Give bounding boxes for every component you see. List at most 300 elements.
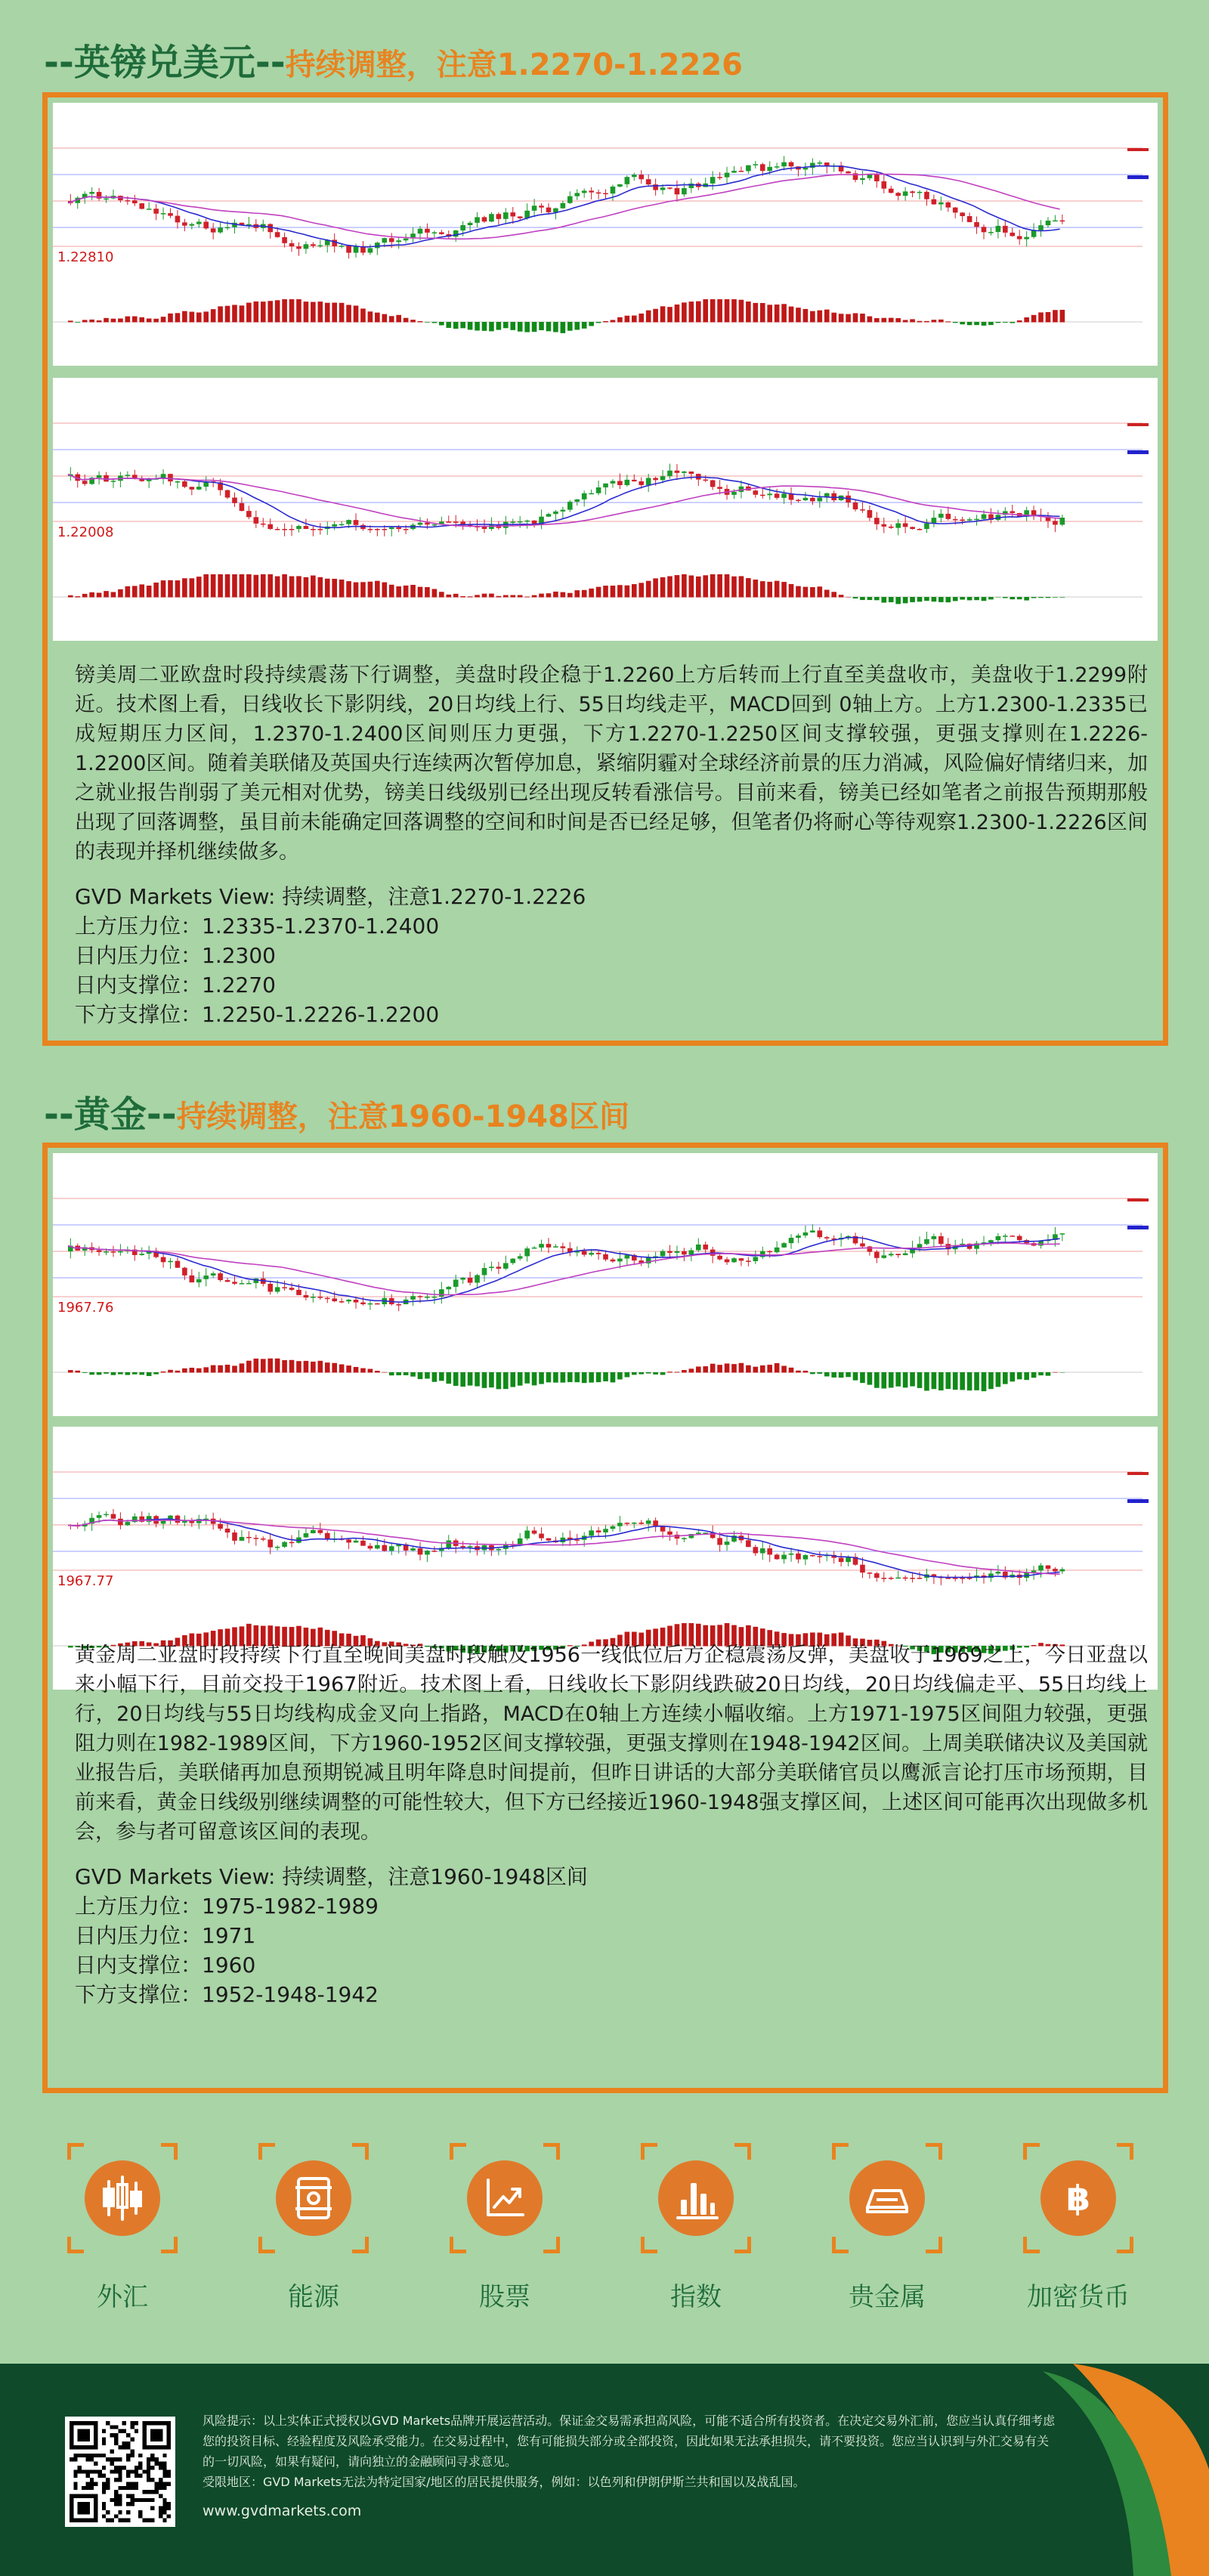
macd-bar <box>360 308 366 322</box>
macd-bar <box>232 305 237 322</box>
macd-bar <box>682 302 687 322</box>
macd-bar <box>903 320 908 322</box>
macd-bar <box>304 1361 309 1373</box>
macd-bar <box>760 303 765 322</box>
macd-bar <box>739 1363 744 1373</box>
category-forex[interactable] <box>58 2143 187 2313</box>
macd-bar <box>582 1372 587 1383</box>
macd-bar <box>617 585 623 597</box>
macd-bar <box>325 1362 330 1372</box>
macd-bar <box>132 586 138 597</box>
macd-bar <box>1003 322 1008 323</box>
oil-barrel-icon <box>276 2160 351 2236</box>
level-value: 1.2300 <box>202 943 276 968</box>
macd-bar <box>82 594 88 598</box>
macd-bar <box>996 322 1001 323</box>
macd-bar <box>132 317 138 323</box>
macd-bar <box>567 593 573 598</box>
gold-level-row <box>75 1950 1148 1980</box>
macd-bar <box>196 1368 202 1373</box>
macd-bar <box>496 1372 502 1389</box>
macd-bar <box>375 313 380 323</box>
macd-bar <box>675 305 680 323</box>
macd-bar <box>910 597 915 602</box>
gbp-section-title <box>44 33 743 85</box>
macd-bar <box>867 317 873 323</box>
macd-bar <box>453 1372 459 1386</box>
macd-bar <box>404 586 409 598</box>
macd-bar <box>175 1371 181 1373</box>
macd-bar <box>596 587 601 598</box>
macd-bar <box>432 322 438 323</box>
macd-bar <box>240 1363 245 1372</box>
level-label: 下方支撑位： <box>75 1982 203 2007</box>
macd-bar <box>767 1365 772 1372</box>
macd-bar <box>953 322 958 323</box>
macd-bar <box>389 585 394 598</box>
macd-bar <box>1010 1372 1015 1381</box>
macd-bar <box>89 1372 94 1375</box>
macd-bar <box>675 575 680 597</box>
macd-bar <box>368 311 373 322</box>
macd-bar <box>660 1372 666 1375</box>
macd-bar <box>304 577 309 598</box>
macd-bar <box>710 1364 716 1373</box>
restricted-regions: 受限地区：GVD Markets无法为特定国家/地区的居民提供服务，例如：以色列和伊朗伊斯兰共和国以及战乱国。 <box>203 2475 805 2489</box>
macd-bar <box>653 1372 658 1375</box>
macd-bar <box>867 1372 873 1385</box>
macd-bar <box>1024 1372 1029 1380</box>
macd-bar <box>68 595 73 598</box>
macd-bar <box>646 311 651 323</box>
macd-bar <box>282 299 287 323</box>
macd-bar <box>603 321 608 323</box>
macd-bar <box>532 322 537 332</box>
macd-bar <box>717 574 722 598</box>
macd-bar <box>190 312 195 323</box>
level-label: 下方支撑位： <box>75 1002 203 1027</box>
candlestick-icon <box>85 2160 160 2236</box>
level-label: 日内支撑位： <box>75 973 203 997</box>
level-label: 日内压力位： <box>75 1923 203 1948</box>
macd-bar <box>182 311 187 323</box>
macd-bar <box>410 585 416 598</box>
macd-bar <box>354 1367 359 1372</box>
macd-bar <box>611 320 616 322</box>
macd-bar <box>190 1368 195 1372</box>
macd-bar <box>375 1371 380 1372</box>
gbp-title-main: --英镑兑美元-- <box>44 42 286 84</box>
macd-bar <box>1046 1372 1051 1376</box>
macd-bar <box>211 309 216 322</box>
macd-bar <box>168 1370 173 1373</box>
macd-bar <box>389 1372 394 1375</box>
macd-bar <box>889 597 894 602</box>
macd-bar <box>360 582 366 597</box>
macd-bar <box>468 1372 473 1386</box>
macd-bar <box>346 1365 351 1372</box>
macd-bar <box>874 1372 880 1388</box>
macd-bar <box>639 583 644 597</box>
category-precious-metals[interactable] <box>823 2143 951 2313</box>
macd-bar <box>453 594 459 598</box>
category-label: 股票 <box>479 2282 530 2312</box>
macd-bar <box>746 578 751 597</box>
macd-bar <box>682 1370 687 1372</box>
macd-bar <box>539 322 544 330</box>
macd-bar <box>917 321 923 323</box>
macd-bar <box>246 303 252 323</box>
macd-bar <box>1003 1372 1008 1384</box>
macd-bar <box>1053 310 1058 322</box>
macd-bar <box>325 579 330 598</box>
macd-bar <box>1003 597 1008 598</box>
macd-bar <box>760 581 765 597</box>
macd-bar <box>553 592 558 598</box>
macd-bar <box>546 593 552 597</box>
macd-bar <box>296 299 301 323</box>
macd-bar <box>453 322 459 329</box>
macd-bar <box>446 322 451 328</box>
macd-bar <box>468 322 473 329</box>
macd-bar <box>139 1372 144 1375</box>
macd-bar <box>496 322 502 330</box>
macd-bar <box>889 1372 894 1387</box>
macd-bar <box>846 597 851 598</box>
macd-bar <box>539 594 544 598</box>
macd-bar <box>789 1368 794 1373</box>
macd-bar <box>539 1372 544 1384</box>
macd-bar <box>1010 322 1015 323</box>
macd-bar <box>725 1363 730 1372</box>
gold-analysis <box>75 1641 1148 2009</box>
category-stocks[interactable] <box>441 2143 569 2313</box>
macd-bar <box>153 1372 159 1375</box>
macd-bar <box>810 587 815 598</box>
macd-bar <box>617 1372 623 1379</box>
macd-bar <box>225 1365 230 1372</box>
macd-bar <box>860 1372 865 1383</box>
macd-bar <box>617 317 623 323</box>
candle <box>89 477 94 485</box>
macd-bar <box>803 587 809 598</box>
macd-bar <box>254 302 259 323</box>
macd-bar <box>318 577 323 598</box>
gold-chart-upper-svg <box>53 1153 1158 1416</box>
gold-view-title: GVD Markets View: 持续调整，注意1960-1948区间 <box>75 1864 588 1889</box>
macd-bar <box>339 1365 345 1373</box>
gold-section-title <box>44 1085 629 1137</box>
macd-bar <box>1031 315 1037 323</box>
macd-bar <box>717 299 722 323</box>
category-label: 加密货币 <box>1027 2282 1130 2312</box>
macd-bar <box>945 321 951 322</box>
macd-bar <box>881 318 886 323</box>
macd-bar <box>760 1365 765 1373</box>
macd-bar <box>596 1372 601 1382</box>
macd-bar <box>510 322 515 330</box>
gbp-chart-upper-svg <box>53 103 1158 366</box>
macd-bar <box>874 318 880 322</box>
gbp-analysis <box>75 660 1148 1029</box>
macd-bar <box>161 317 166 322</box>
macd-bar <box>396 315 401 323</box>
macd-bar <box>703 299 708 323</box>
macd-bar <box>895 597 901 604</box>
macd-bar <box>653 309 658 323</box>
macd-bar <box>275 1359 280 1373</box>
macd-bar <box>396 1372 401 1375</box>
footer-disclaimer <box>203 2411 1056 2522</box>
macd-bar <box>68 1370 73 1372</box>
macd-bar <box>924 597 929 601</box>
macd-bar <box>475 1372 480 1387</box>
macd-bar <box>175 580 181 597</box>
macd-bar <box>147 318 152 322</box>
gbp-chart-upper <box>53 103 1158 366</box>
macd-bar <box>482 594 487 598</box>
macd-bar <box>261 302 266 322</box>
macd-bar <box>82 1372 88 1373</box>
macd-bar <box>1017 1372 1022 1379</box>
qr-code[interactable] <box>65 2417 175 2527</box>
macd-bar <box>267 574 273 598</box>
macd-bar <box>1031 1372 1037 1378</box>
macd-bar <box>853 1372 858 1381</box>
level-value: 1975-1982-1989 <box>202 1894 379 1919</box>
level-label: 日内支撑位： <box>75 1953 203 1978</box>
macd-bar <box>425 587 430 598</box>
macd-bar <box>846 314 851 323</box>
macd-bar <box>988 1372 994 1389</box>
macd-bar <box>1053 597 1058 598</box>
macd-bar <box>218 1365 223 1373</box>
level-value: 1952-1948-1942 <box>202 1982 379 2007</box>
macd-bar <box>625 586 630 598</box>
macd-bar <box>524 597 530 598</box>
macd-bar <box>667 307 673 322</box>
macd-bar <box>532 595 537 598</box>
macd-bar <box>974 1372 979 1390</box>
macd-bar <box>646 1372 651 1374</box>
macd-bar <box>325 303 330 323</box>
macd-bar <box>831 592 836 597</box>
macd-bar <box>824 589 830 597</box>
macd-bar <box>432 1372 438 1382</box>
macd-bar <box>1038 597 1044 598</box>
macd-bar <box>232 1365 237 1372</box>
macd-bar <box>439 1372 444 1381</box>
macd-bar <box>203 1367 209 1372</box>
macd-bar <box>574 590 580 597</box>
macd-bar <box>175 313 181 322</box>
macd-bar <box>460 1372 465 1387</box>
website-link[interactable]: www.gvdmarkets.com <box>203 2503 362 2519</box>
macd-bar <box>796 1371 801 1373</box>
macd-bar <box>696 302 701 323</box>
macd-bar <box>1024 317 1029 322</box>
macd-bar <box>967 597 972 600</box>
gbp-level-row <box>75 941 1148 970</box>
macd-bar <box>860 314 865 322</box>
macd-bar <box>246 1361 252 1373</box>
category-energy[interactable] <box>249 2143 378 2313</box>
stock-trend-icon <box>467 2160 543 2236</box>
price-label: 1967.77 <box>57 1573 114 1589</box>
macd-bar <box>967 1372 972 1390</box>
macd-bar <box>917 1372 923 1388</box>
price-label: 1967.76 <box>57 1300 114 1316</box>
macd-bar <box>546 322 552 331</box>
macd-bar <box>82 320 88 322</box>
macd-bar <box>860 597 865 600</box>
macd-bar <box>168 580 173 598</box>
macd-bar <box>653 578 658 597</box>
macd-bar <box>475 595 480 597</box>
bitcoin-icon <box>1040 2160 1116 2236</box>
macd-bar <box>218 574 223 598</box>
macd-bar <box>254 575 259 598</box>
macd-bar <box>611 586 616 598</box>
macd-bar <box>418 587 423 598</box>
macd-bar <box>739 300 744 323</box>
category-crypto[interactable] <box>1014 2143 1143 2313</box>
macd-bar <box>518 1372 523 1386</box>
macd-bar <box>446 595 451 598</box>
macd-bar <box>567 322 573 331</box>
macd-bar <box>803 309 809 323</box>
macd-bar <box>789 307 794 323</box>
macd-bar <box>125 586 131 598</box>
macd-bar <box>753 303 759 323</box>
macd-bar <box>753 580 759 598</box>
macd-bar <box>561 592 566 598</box>
macd-bar <box>240 305 245 322</box>
macd-bar <box>1038 312 1044 322</box>
macd-bar <box>1053 1372 1058 1373</box>
macd-bar <box>731 299 737 323</box>
macd-bar <box>589 322 594 326</box>
gold-title-main: --黄金-- <box>44 1093 177 1136</box>
macd-bar <box>789 584 794 598</box>
macd-bar <box>339 580 345 598</box>
macd-bar <box>275 577 280 598</box>
macd-bar <box>932 320 937 322</box>
macd-bar <box>282 1360 287 1373</box>
level-value: 1.2335-1.2370-1.2400 <box>202 914 440 939</box>
macd-bar <box>68 320 73 322</box>
gold-title-sub: 持续调整，注意1960-1948区间 <box>176 1099 629 1134</box>
macd-bar <box>589 589 594 598</box>
macd-bar <box>867 597 873 600</box>
macd-bar <box>418 321 423 322</box>
macd-bar <box>432 589 438 597</box>
macd-bar <box>267 301 273 322</box>
macd-bar <box>703 575 708 597</box>
macd-bar <box>775 305 780 323</box>
macd-bar <box>332 303 337 323</box>
macd-bar <box>781 582 787 597</box>
macd-bar <box>254 1359 259 1373</box>
macd-bar <box>275 300 280 322</box>
macd-bar <box>225 574 230 598</box>
macd-bar <box>689 576 694 598</box>
macd-bar <box>147 586 152 598</box>
level-label: 日内压力位： <box>75 943 203 968</box>
macd-bar <box>739 576 744 597</box>
macd-bar <box>375 581 380 598</box>
macd-bar <box>161 1371 166 1373</box>
macd-bar <box>203 574 209 598</box>
macd-bar <box>168 314 173 323</box>
macd-bar <box>625 1372 630 1377</box>
macd-bar <box>311 576 316 598</box>
macd-bar <box>246 574 252 598</box>
macd-bar <box>982 597 987 601</box>
macd-bar <box>874 597 880 600</box>
macd-bar <box>524 1372 530 1384</box>
macd-bar <box>945 597 951 602</box>
macd-bar <box>296 1361 301 1372</box>
macd-bar <box>960 1372 965 1390</box>
macd-bar <box>503 595 509 598</box>
macd-bar <box>824 1372 830 1376</box>
price-label: 1.22810 <box>57 249 114 265</box>
macd-bar <box>725 299 730 323</box>
macd-bar <box>296 576 301 597</box>
macd-bar <box>938 1372 944 1390</box>
macd-bar <box>818 586 823 597</box>
gbp-chart-lower <box>53 378 1158 641</box>
macd-bar <box>404 1372 409 1375</box>
macd-bar <box>332 1363 337 1373</box>
macd-bar <box>703 1366 708 1372</box>
category-label: 能源 <box>288 2282 339 2312</box>
macd-bar <box>982 322 987 326</box>
macd-bar <box>267 1359 273 1373</box>
macd-bar <box>553 1372 558 1383</box>
macd-bar <box>996 597 1001 598</box>
macd-bar <box>518 322 523 332</box>
macd-bar <box>203 311 209 322</box>
macd-bar <box>1010 597 1015 599</box>
macd-bar <box>831 1372 836 1378</box>
macd-bar <box>960 322 965 324</box>
macd-bar <box>289 1360 295 1373</box>
macd-bar <box>125 317 131 323</box>
level-label: 上方压力位： <box>75 914 203 939</box>
macd-bar <box>311 1362 316 1373</box>
macd-bar <box>932 597 937 601</box>
macd-bar <box>775 581 780 598</box>
macd-bar <box>667 577 673 598</box>
level-value: 1.2250-1.2226-1.2200 <box>202 1002 440 1027</box>
macd-bar <box>503 1372 509 1389</box>
macd-bar <box>111 319 116 323</box>
macd-bar <box>190 578 195 597</box>
gbp-view <box>75 882 1148 1029</box>
macd-bar <box>632 584 637 597</box>
macd-bar <box>510 1372 515 1387</box>
category-indices[interactable] <box>632 2143 760 2313</box>
macd-bar <box>489 594 494 598</box>
macd-bar <box>803 1371 809 1373</box>
macd-bar <box>489 1372 494 1387</box>
gbp-chart-lower-svg <box>53 378 1158 641</box>
macd-bar <box>767 305 772 322</box>
gbp-card <box>42 92 1168 1046</box>
macd-bar <box>368 582 373 598</box>
